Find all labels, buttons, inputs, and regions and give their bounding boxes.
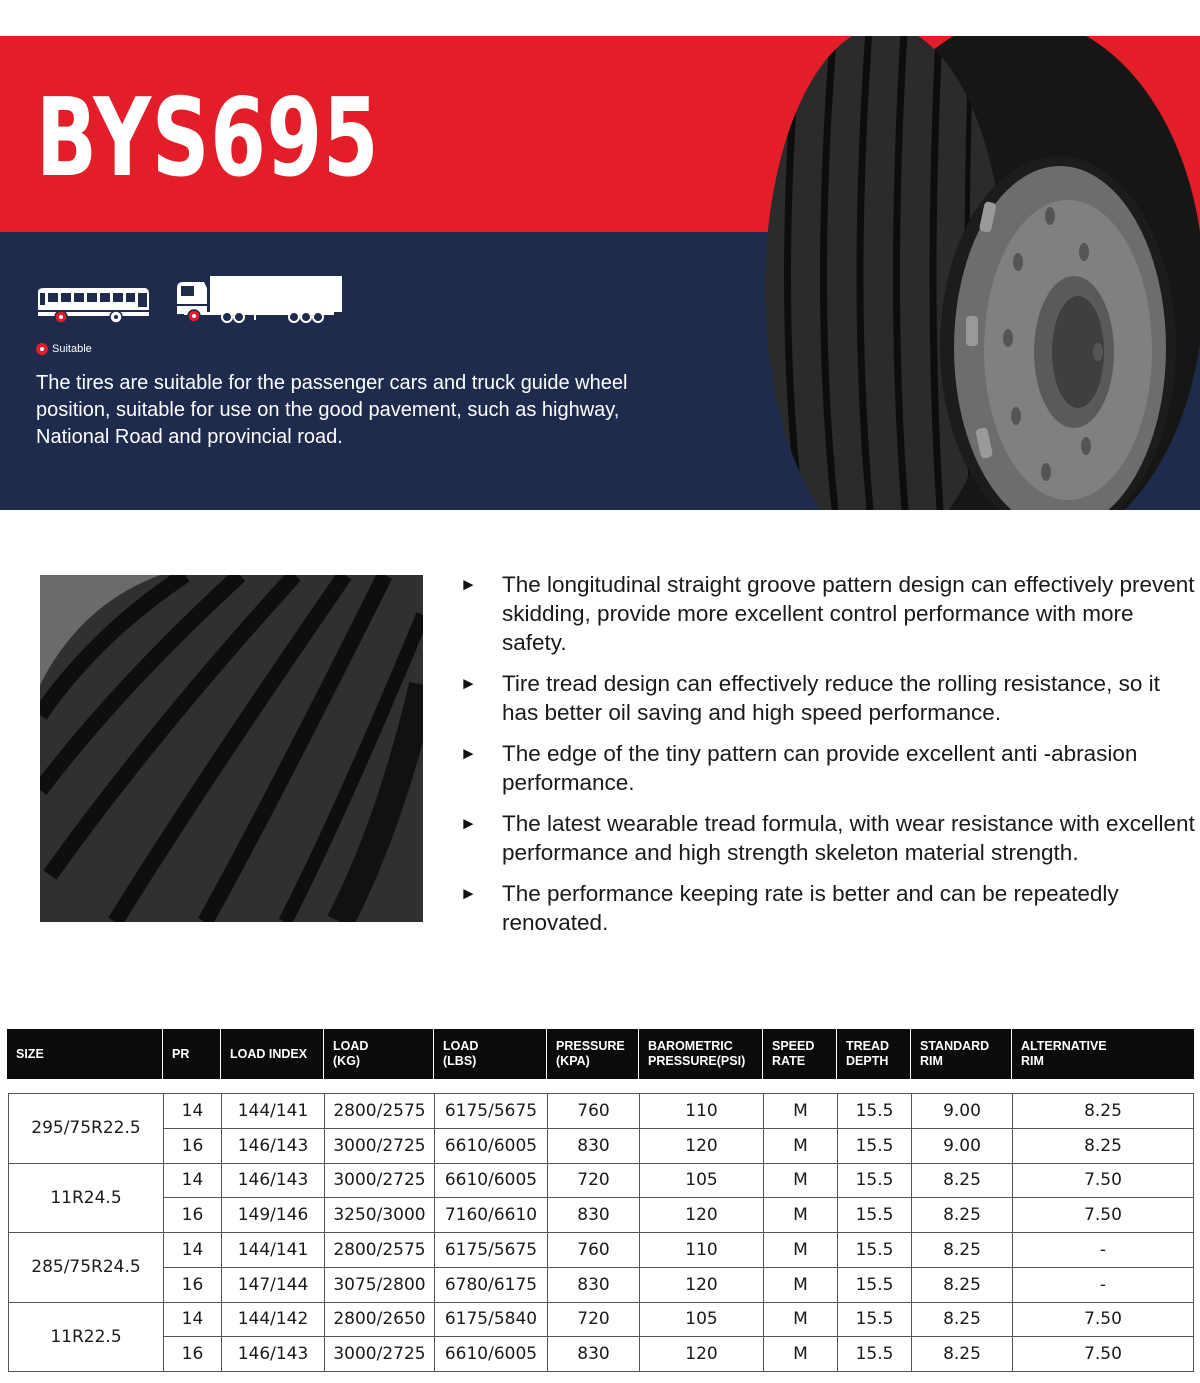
bullet-arrow-icon: ► <box>460 814 477 833</box>
pressure-kpa-cell: 720 <box>548 1302 640 1337</box>
speed-rate-cell: M <box>764 1337 838 1372</box>
size-cell: 285/75R24.5 <box>9 1233 164 1303</box>
feature-text: Tire tread design can effectively reduce the rolling resistance, so it has better oil saving and high speed performance. <box>502 671 1160 725</box>
speed-rate-cell: M <box>764 1233 838 1268</box>
pressure-kpa-cell: 830 <box>548 1267 640 1302</box>
speed-rate-cell: M <box>764 1094 838 1129</box>
load-kg-cell: 3000/2725 <box>325 1128 435 1163</box>
tread-depth-cell: 15.5 <box>838 1198 912 1233</box>
pr-cell: 16 <box>164 1337 222 1372</box>
standard-rim-cell: 8.25 <box>912 1302 1013 1337</box>
pressure-psi-cell: 120 <box>640 1337 764 1372</box>
pr-cell: 14 <box>164 1302 222 1337</box>
speed-rate-cell: M <box>764 1267 838 1302</box>
header-pr: PR <box>163 1029 221 1079</box>
suitable-dot-icon <box>36 343 48 355</box>
load-kg-cell: 3250/3000 <box>325 1198 435 1233</box>
alternative-rim-cell: 7.50 <box>1013 1198 1194 1233</box>
tread-depth-cell: 15.5 <box>838 1337 912 1372</box>
load-lbs-cell: 6175/5840 <box>435 1302 548 1337</box>
tread-depth-cell: 15.5 <box>838 1233 912 1268</box>
load-index-cell: 147/144 <box>222 1267 325 1302</box>
legend-label: Suitable <box>52 343 92 355</box>
pressure-kpa-cell: 760 <box>548 1094 640 1129</box>
load-index-cell: 146/143 <box>222 1128 325 1163</box>
header-alternative-rim: ALTERNATIVE RIM <box>1021 1039 1107 1068</box>
suitable-legend <box>36 341 92 357</box>
standard-rim-cell: 8.25 <box>912 1337 1013 1372</box>
pressure-psi-cell: 110 <box>640 1094 764 1129</box>
tread-pattern-image <box>40 575 423 922</box>
header-standard-rim: STANDARD RIM <box>911 1029 1012 1079</box>
load-lbs-cell: 6610/6005 <box>435 1337 548 1372</box>
tire-wheel-image <box>760 16 1200 510</box>
feature-text: The edge of the tiny pattern can provide excellent anti -abrasion performance. <box>502 741 1138 795</box>
pr-cell: 14 <box>164 1233 222 1268</box>
header-load-index: LOAD INDEX <box>221 1029 324 1079</box>
load-kg-cell: 3000/2725 <box>325 1337 435 1372</box>
alternative-rim-cell: 7.50 <box>1013 1302 1194 1337</box>
table-row <box>9 1198 1194 1233</box>
header-load-lbs: LOAD (LBS) <box>434 1029 547 1079</box>
load-index-cell: 146/143 <box>222 1163 325 1198</box>
table-row <box>9 1267 1194 1302</box>
table-row <box>9 1094 1194 1129</box>
pressure-psi-cell: 120 <box>640 1198 764 1233</box>
header-pressure-kpa: PRESSURE (KPA) <box>547 1029 639 1079</box>
feature-text: The latest wearable tread formula, with wear resistance with excellent performance and high strength skeleton material strength. <box>502 811 1195 865</box>
standard-rim-cell: 8.25 <box>912 1233 1013 1268</box>
feature-item <box>460 669 1195 727</box>
load-index-cell: 144/141 <box>222 1094 325 1129</box>
load-lbs-cell: 6610/6005 <box>435 1128 548 1163</box>
intro-description: The tires are suitable for the passenger cars and truck guide wheel position, suitable for use on the good pavement, such as highway, National Road and provincial road. <box>36 372 628 448</box>
bus-icon <box>34 284 152 324</box>
feature-item <box>460 879 1195 937</box>
pressure-kpa-cell: 720 <box>548 1163 640 1198</box>
table-row <box>9 1128 1194 1163</box>
load-kg-cell: 2800/2575 <box>325 1094 435 1129</box>
alternative-rim-cell: 8.25 <box>1013 1128 1194 1163</box>
pressure-kpa-cell: 830 <box>548 1128 640 1163</box>
tread-depth-cell: 15.5 <box>838 1302 912 1337</box>
standard-rim-cell: 8.25 <box>912 1267 1013 1302</box>
table-row <box>9 1302 1194 1337</box>
standard-rim-cell: 8.25 <box>912 1198 1013 1233</box>
load-index-cell: 144/142 <box>222 1302 325 1337</box>
feature-text: The longitudinal straight groove pattern design can effectively prevent skidding, provide more excellent control performance with more safety. <box>502 572 1195 655</box>
pr-cell: 16 <box>164 1128 222 1163</box>
alternative-rim-cell: 7.50 <box>1013 1337 1194 1372</box>
bullet-arrow-icon: ► <box>460 884 477 903</box>
header-load-kg: LOAD (KG) <box>324 1029 434 1079</box>
load-kg-cell: 3000/2725 <box>325 1163 435 1198</box>
load-lbs-cell: 6780/6175 <box>435 1267 548 1302</box>
speed-rate-cell: M <box>764 1128 838 1163</box>
model-title: BYS695 <box>36 76 380 201</box>
bullet-arrow-icon: ► <box>460 744 477 763</box>
pr-cell: 16 <box>164 1198 222 1233</box>
size-cell: 11R24.5 <box>9 1163 164 1233</box>
alternative-rim-cell: - <box>1013 1233 1194 1268</box>
standard-rim-cell: 9.00 <box>912 1128 1013 1163</box>
load-lbs-cell: 6610/6005 <box>435 1163 548 1198</box>
load-kg-cell: 3075/2800 <box>325 1267 435 1302</box>
load-lbs-cell: 6175/5675 <box>435 1233 548 1268</box>
pr-cell: 14 <box>164 1094 222 1129</box>
alternative-rim-cell: - <box>1013 1267 1194 1302</box>
header-barometric-psi: BAROMETRIC PRESSURE(PSI) <box>639 1029 763 1079</box>
speed-rate-cell: M <box>764 1198 838 1233</box>
load-kg-cell: 2800/2650 <box>325 1302 435 1337</box>
pressure-kpa-cell: 830 <box>548 1337 640 1372</box>
feature-item <box>460 809 1195 867</box>
bullet-arrow-icon: ► <box>460 575 477 594</box>
standard-rim-cell: 9.00 <box>912 1094 1013 1129</box>
header-speed-rate: SPEED RATE <box>763 1029 837 1079</box>
pressure-psi-cell: 120 <box>640 1128 764 1163</box>
pr-cell: 16 <box>164 1267 222 1302</box>
pressure-psi-cell: 105 <box>640 1163 764 1198</box>
load-index-cell: 149/146 <box>222 1198 325 1233</box>
spec-table <box>8 1093 1194 1372</box>
feature-text: The performance keeping rate is better and can be repeatedly renovated. <box>502 881 1119 935</box>
tread-depth-cell: 15.5 <box>838 1094 912 1129</box>
table-row <box>9 1337 1194 1372</box>
load-index-cell: 146/143 <box>222 1337 325 1372</box>
pr-cell: 14 <box>164 1163 222 1198</box>
feature-item <box>460 739 1195 797</box>
table-row <box>9 1163 1194 1198</box>
tread-depth-cell: 15.5 <box>838 1163 912 1198</box>
alternative-rim-cell: 7.50 <box>1013 1163 1194 1198</box>
table-row <box>9 1233 1194 1268</box>
load-kg-cell: 2800/2575 <box>325 1233 435 1268</box>
pressure-kpa-cell: 760 <box>548 1233 640 1268</box>
pressure-psi-cell: 110 <box>640 1233 764 1268</box>
load-lbs-cell: 6175/5675 <box>435 1094 548 1129</box>
feature-list <box>460 570 1195 949</box>
header-tread-depth: TREAD DEPTH <box>837 1029 911 1079</box>
header-size: SIZE <box>7 1029 163 1079</box>
truck-icon <box>174 274 344 324</box>
standard-rim-cell: 8.25 <box>912 1163 1013 1198</box>
size-cell: 295/75R22.5 <box>9 1094 164 1164</box>
alternative-rim-cell: 8.25 <box>1013 1094 1194 1129</box>
pressure-kpa-cell: 830 <box>548 1198 640 1233</box>
tread-depth-cell: 15.5 <box>838 1267 912 1302</box>
pressure-psi-cell: 120 <box>640 1267 764 1302</box>
load-index-cell: 144/141 <box>222 1233 325 1268</box>
pressure-psi-cell: 105 <box>640 1302 764 1337</box>
bullet-arrow-icon: ► <box>460 674 477 693</box>
speed-rate-cell: M <box>764 1302 838 1337</box>
feature-item <box>460 570 1195 657</box>
spec-table-header <box>7 1029 1194 1079</box>
speed-rate-cell: M <box>764 1163 838 1198</box>
tread-depth-cell: 15.5 <box>838 1128 912 1163</box>
load-lbs-cell: 7160/6610 <box>435 1198 548 1233</box>
size-cell: 11R22.5 <box>9 1302 164 1372</box>
